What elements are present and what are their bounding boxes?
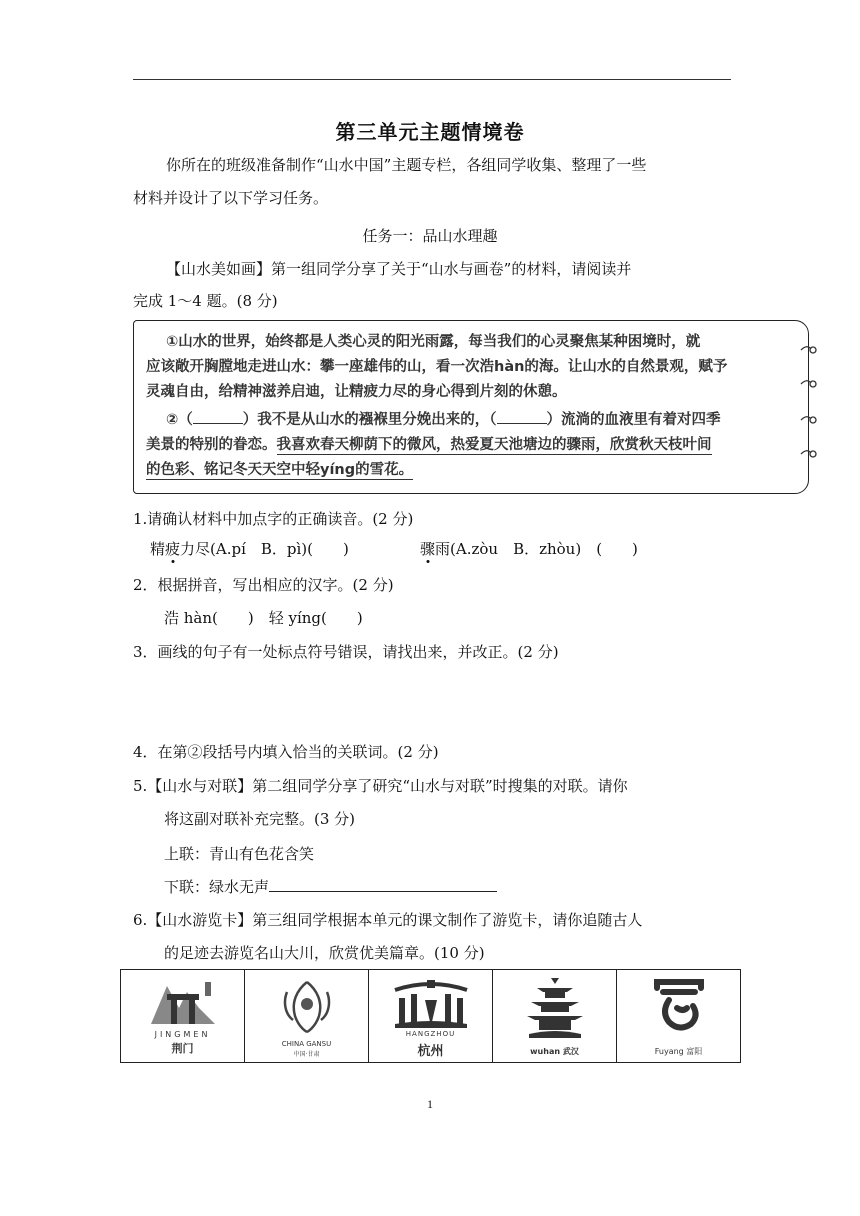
logo-cell-hangzhou: HANGZHOU 杭州 bbox=[369, 970, 493, 1062]
wuhan-logo-icon bbox=[521, 976, 589, 1040]
passage-line-1: ①山水的世界，始终都是人类心灵的阳光雨露，每当我们的心灵聚焦某种困境时，就 bbox=[166, 334, 701, 350]
logo-cell-wuhan: wuhan 武汉 bbox=[493, 970, 617, 1062]
blank-1[interactable] bbox=[193, 409, 243, 424]
logo-cell-gansu: CHINA GANSU 中国·甘肃 bbox=[245, 970, 369, 1062]
q1-option-b: 骤雨(A.zòu B．zhòu) ( ) bbox=[420, 540, 638, 558]
header-rule bbox=[133, 79, 731, 80]
page-title: 第三单元主题情境卷 bbox=[335, 120, 525, 144]
task-heading: 任务一：品山水理趣 bbox=[362, 227, 498, 245]
hangzhou-logo-icon bbox=[391, 978, 471, 1030]
jingmen-logo-icon bbox=[147, 978, 219, 1030]
q6-line-1: 6.【山水游览卡】第三组同学根据本单元的课文制作了游览卡，请你追随古人 bbox=[133, 911, 643, 929]
notebook-rings-icon bbox=[797, 344, 821, 474]
page-number: 1 bbox=[427, 1097, 433, 1111]
passage-line-3: 灵魂自由，给精神滋养启迪，让精疲力尽的身心得到片刻的休憩。 bbox=[146, 384, 567, 400]
q3-stem: 3．画线的句子有一处标点符号错误，请找出来，并改正。(2 分) bbox=[133, 643, 559, 661]
q2-answer: 浩 hàn( ) 轻 yíng( ) bbox=[164, 609, 363, 627]
q6-line-2: 的足迹去游览名山大川，欣赏优美篇章。(10 分) bbox=[164, 944, 485, 962]
dotted-char: 骤 bbox=[420, 540, 436, 558]
underlined-sentence: 我喜欢春天柳荫下的微风，热爱夏天池塘边的骤雨，欣赏秋天枝叶间 bbox=[276, 437, 712, 453]
underlined-sentence-end: 的色彩、铭记冬天天空中轻yíng的雪花。 bbox=[146, 462, 414, 478]
intro-line-1: 你所在的班级准备制作“山水中国”主题专栏，各组同学收集、整理了一些 bbox=[166, 156, 647, 174]
answer-line[interactable] bbox=[269, 877, 497, 892]
section1-line-2: 完成 1～4 题。(8 分) bbox=[133, 292, 278, 310]
intro-line-2: 材料并设计了以下学习任务。 bbox=[133, 189, 329, 207]
city-logo-strip bbox=[120, 969, 741, 1063]
passage-line-2: 应该敞开胸膛地走进山水：攀一座雄伟的山，看一次浩hàn的海。让山水的自然景观，赋予 bbox=[146, 359, 728, 375]
blank-2[interactable] bbox=[497, 409, 547, 424]
q1-option-a: 精疲力尽(A.pí B．pì)( ) bbox=[150, 540, 349, 558]
logo-cell-fuyang: Fuyang 富阳 bbox=[617, 970, 740, 1062]
couplet-lower: 下联：绿水无声 bbox=[164, 876, 497, 898]
passage-line-5: 美景的特别的眷恋。我喜欢春天柳荫下的微风，热爱夏天池塘边的骤雨，欣赏秋天枝叶间 bbox=[146, 437, 712, 453]
passage-line-4: ②（ ）我不是从山水的襁褓里分娩出来的，（ ）流淌的血液里有着对四季 bbox=[166, 409, 721, 431]
logo-cell-jingmen: JINGMEN 荆门 bbox=[121, 970, 245, 1062]
section1-line-1: 【山水美如画】第一组同学分享了关于“山水与画卷”的材料，请阅读并 bbox=[166, 260, 632, 278]
passage-line-6 bbox=[146, 459, 413, 481]
dotted-char: 疲 bbox=[165, 540, 181, 558]
q4-stem: 4．在第②段括号内填入恰当的关联词。(2 分) bbox=[133, 743, 439, 761]
q2-stem: 2．根据拼音，写出相应的汉字。(2 分) bbox=[133, 576, 394, 594]
q5-line-1: 5.【山水与对联】第二组同学分享了研究“山水与对联”时搜集的对联。请你 bbox=[133, 777, 628, 795]
q5-line-2: 将这副对联补充完整。(3 分) bbox=[164, 810, 356, 828]
couplet-upper: 上联：青山有色花含笑 bbox=[164, 845, 315, 863]
q1-stem: 1.请确认材料中加点字的正确读音。(2 分) bbox=[133, 510, 414, 528]
gansu-logo-icon bbox=[277, 976, 337, 1038]
fuyang-logo-icon bbox=[647, 978, 711, 1040]
